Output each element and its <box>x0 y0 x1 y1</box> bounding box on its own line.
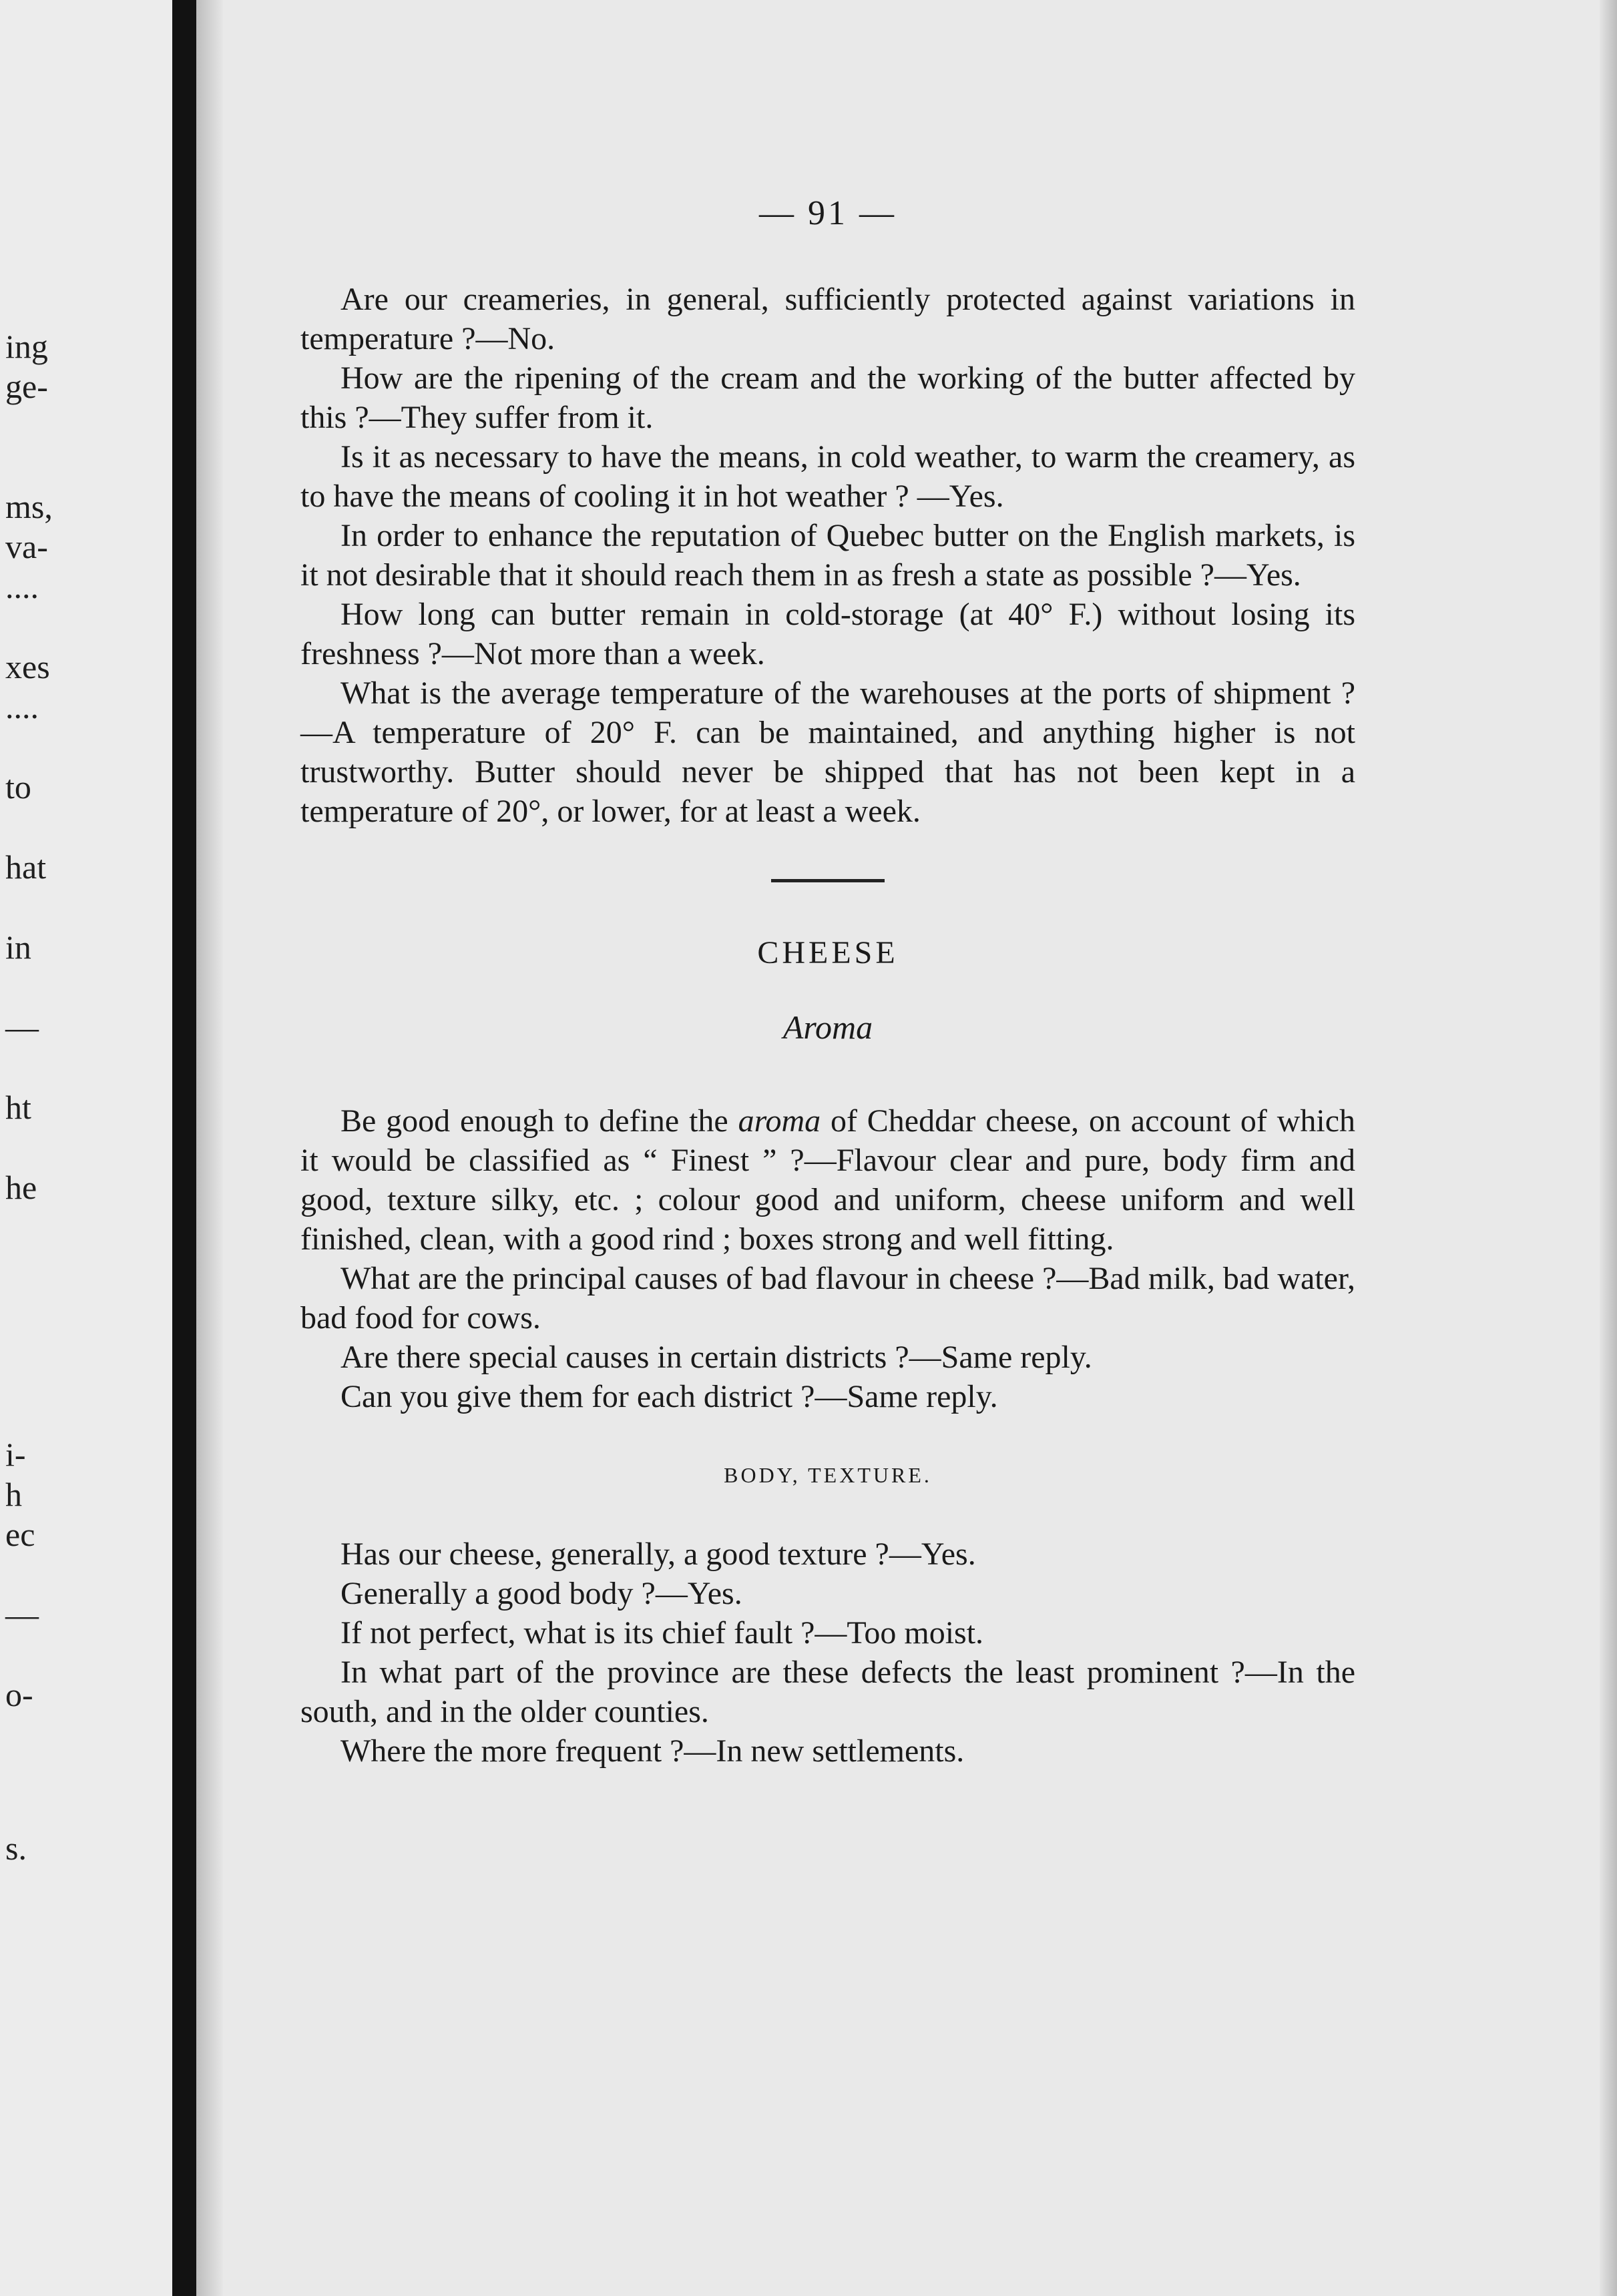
paragraph: If not perfect, what is its chief fault ?—Too moist. <box>340 1615 984 1651</box>
emphasis-text: aroma <box>738 1103 821 1139</box>
spine-shadow <box>196 0 223 2296</box>
subsection-title: Aroma <box>782 1009 873 1046</box>
paragraph: What is the average temperature of the warehouses at the ports of shipment ?—A temperature of 20° F. can be maintained, and anything higher is not trustworthy. Butter should never be shipped that has not been kept in a temperature of 20°, or lower, for at least a week. <box>300 675 1355 829</box>
margin-fragment: ht <box>5 1089 31 1126</box>
margin-fragment: i- <box>5 1436 26 1473</box>
text-run: Be good enough to define the <box>340 1103 738 1139</box>
margin-fragment: ms, <box>5 488 53 525</box>
margin-fragment: — <box>5 1009 39 1046</box>
margin-fragment: he <box>5 1169 37 1206</box>
margin-fragment: ing <box>5 328 48 365</box>
paragraph: Are there special causes in certain districts ?—Same reply. <box>340 1340 1092 1375</box>
paragraph: Where the more frequent ?—In new settlements. <box>340 1733 965 1769</box>
text-run: of Cheddar cheese, on account of which it would be classified as “ Finest ” ?—Flavour clear and pure, body firm and good, texture silky, etc. ; colour good and uniform, cheese uniform and well finished, clean, with a good rind ; boxes strong and well fitting. <box>300 1103 1356 1257</box>
paragraph: Is it as necessary to have the means, in cold weather, to warm the creamery, as to have the means of cooling it in hot weather ? —Yes. <box>300 439 1355 514</box>
margin-fragment: h <box>5 1476 22 1513</box>
book-spine <box>172 0 196 2296</box>
paragraph: In order to enhance the reputation of Quebec butter on the English markets, is it not desirable that it should reach them in as fresh a state as possible ?—Yes. <box>300 518 1355 593</box>
margin-fragment: — <box>5 1596 39 1633</box>
subheading: BODY, TEXTURE. <box>724 1463 932 1487</box>
margin-fragment: ge- <box>5 368 48 405</box>
paragraph: How long can butter remain in cold-storage (at 40° F.) without losing its freshness ?—Not more than a week. <box>300 597 1355 671</box>
margin-fragment: ec <box>5 1516 35 1553</box>
margin-fragment: s. <box>5 1829 27 1867</box>
margin-fragment: o- <box>5 1676 33 1713</box>
paragraph: In what part of the province are these defects the least prominent ?—In the south, and in the older counties. <box>300 1655 1355 1729</box>
margin-fragment: in <box>5 928 31 966</box>
paragraph: Generally a good body ?—Yes. <box>340 1576 742 1611</box>
section-title: CHEESE <box>757 935 899 970</box>
margin-fragment: .... <box>5 568 39 605</box>
margin-fragment: hat <box>5 848 47 886</box>
paragraph: How are the ripening of the cream and the working of the butter affected by this ?—They suffer from it. <box>300 360 1355 435</box>
margin-fragment: .... <box>5 688 39 726</box>
margin-fragment: to <box>5 768 31 806</box>
page-number: — 91 — <box>759 194 897 232</box>
paragraph: Are our creameries, in general, sufficiently protected against variations in temperature ?—No. <box>300 282 1355 356</box>
page-body <box>300 194 1355 1771</box>
paragraph: Can you give them for each district ?—Same reply. <box>340 1379 998 1414</box>
section-divider <box>771 879 885 882</box>
paragraph: Has our cheese, generally, a good texture ?—Yes. <box>340 1536 976 1572</box>
paragraph <box>300 1101 1355 1259</box>
paragraph: What are the principal causes of bad flavour in cheese ?—Bad milk, bad water, bad food for cows. <box>300 1261 1355 1336</box>
margin-fragment: xes <box>5 648 50 685</box>
page-edge <box>1600 0 1617 2296</box>
margin-fragment: va- <box>5 528 48 565</box>
